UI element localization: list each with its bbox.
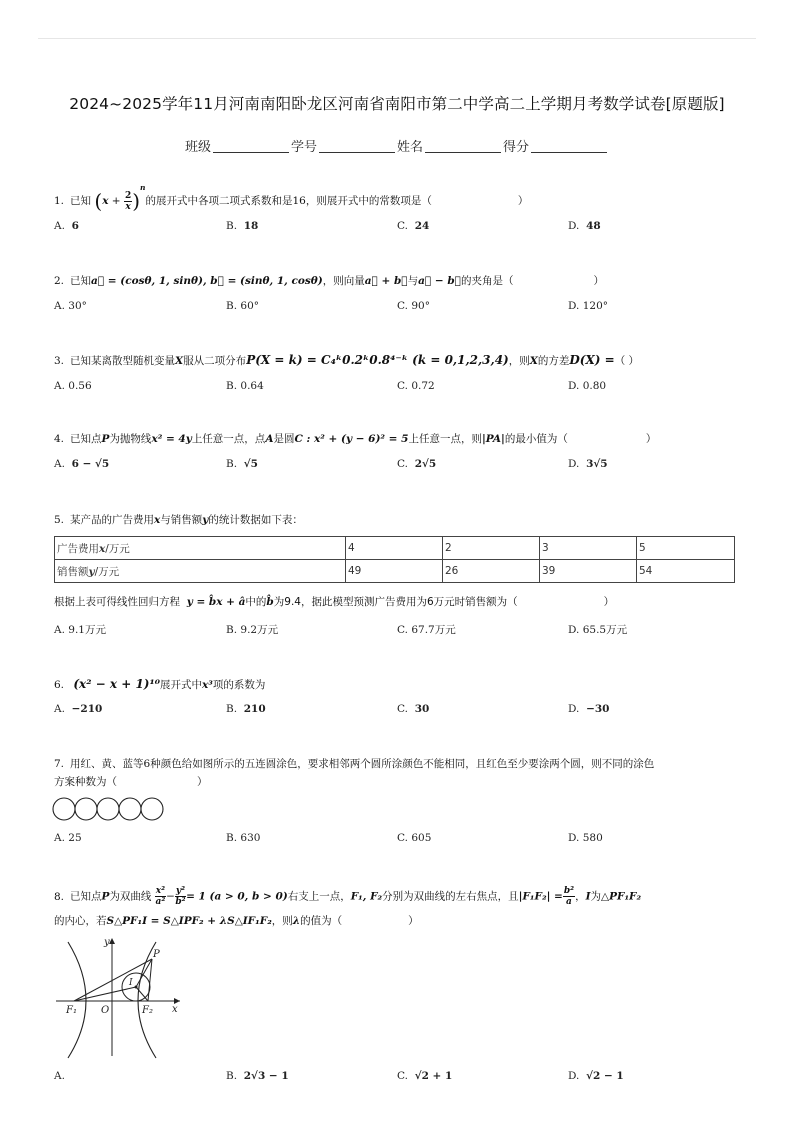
q5-option-a[interactable]: A. 9.1万元 <box>54 624 106 636</box>
name-blank[interactable] <box>425 140 501 153</box>
q4-option-a[interactable]: A. 6 − √5 <box>54 458 110 470</box>
five-circles-figure <box>52 796 164 822</box>
q3-option-a[interactable]: A. 0.56 <box>54 380 92 392</box>
circle-3 <box>97 798 119 820</box>
q7-option-a[interactable]: A. 25 <box>54 832 82 844</box>
math-var: x <box>102 195 109 207</box>
exponent: n <box>140 183 146 192</box>
question-5: 5. 某产品的广告费用x与销售额y的统计数据如下表： <box>54 514 303 526</box>
class-label: 班级 <box>184 140 211 155</box>
page-title: 2024~2025学年11月河南南阳卧龙区河南省南阳市第二中学高二上学期月考数学试卷[原题版] <box>69 95 725 113</box>
line-f1i <box>74 987 136 1001</box>
fraction: $\frac{\text{y²}}{\text{b²}}$ <box>175 886 186 907</box>
question-3: 3. 已知某离散型随机变量X服从二项分布P(X = k) = C₄ᵏ0.2ᵏ0.8⁴⁻ᵏ (k = 0,1,2,3,4)，则X的方差D(X) =（ ） <box>54 353 640 367</box>
q6-option-c[interactable]: C. 30 <box>397 703 430 715</box>
q5-option-d[interactable]: D. 65.5万元 <box>568 624 628 636</box>
question-1: 1. 已知 (x + $\frac{2}{x}$ )$^n$的展开式中各项二项式系数和是16，则展开式中的常数项是（ ） <box>54 183 529 213</box>
label-f1: F₁ <box>66 1005 77 1016</box>
circle-4 <box>119 798 141 820</box>
label-o: O <box>101 1005 110 1016</box>
q5-option-c[interactable]: C. 67.7万元 <box>397 624 456 636</box>
table-cell: 3 <box>540 537 637 560</box>
row-label: 广告费用x/万元 <box>55 537 346 560</box>
table-cell: 2 <box>443 537 540 560</box>
q3-option-d[interactable]: D. 0.80 <box>568 380 607 392</box>
score-label: 得分 <box>503 140 530 155</box>
q3-option-b[interactable]: B. 0.64 <box>226 380 264 392</box>
data-table <box>54 536 735 583</box>
math-op: + <box>111 195 121 207</box>
question-7-line2: 方案种数为（ ） <box>54 776 208 788</box>
incenter-dot <box>135 986 138 989</box>
q4-option-c[interactable]: C. 2√5 <box>397 458 437 470</box>
q7-option-c[interactable]: C. 605 <box>397 832 432 844</box>
class-blank[interactable] <box>213 140 289 153</box>
score-blank[interactable] <box>531 140 607 153</box>
table-row <box>55 537 735 560</box>
q6-option-b[interactable]: B. 210 <box>226 703 266 715</box>
q2-option-b[interactable]: B. 60° <box>226 300 260 312</box>
hyperbola-figure <box>56 932 186 1060</box>
q6-option-a[interactable]: A. −210 <box>54 703 103 715</box>
q7-option-b[interactable]: B. 630 <box>226 832 261 844</box>
q2-option-d[interactable]: D. 120° <box>568 300 609 312</box>
math-expr: P(X = k) = C₄ᵏ0.2ᵏ0.8⁴⁻ᵏ (k = 0,1,2,3,4) <box>246 353 509 367</box>
q8-option-c[interactable]: C. √2 + 1 <box>397 1070 453 1082</box>
q8-option-d[interactable]: D. √2 − 1 <box>568 1070 624 1082</box>
q1-option-c[interactable]: C. 24 <box>397 220 430 232</box>
table-cell: 26 <box>443 560 540 583</box>
question-5-line2: 根据上表可得线性回归方程 y = b̂x + â中的b̂为9.4，据此模型预测广告费用为6万元时销售额为（ ） <box>54 596 615 608</box>
label-f2: F₂ <box>142 1005 153 1016</box>
label-i: I <box>129 978 133 988</box>
circle-1 <box>53 798 75 820</box>
question-8: 8. 已知点P为双曲线 $\frac{\text{x²}}{\text{a²}}$ − $\frac{\text{y²}}{\text{b²}}$ = 1 (a > 0, b > 0)右支上一点，F₁, F₂分别为双曲线的左右焦点，且|F₁F₂| = $\frac{\text{b²}}{a}$ ，I为△PF₁F₂ <box>54 886 642 907</box>
fraction: $\frac{\text{x²}}{\text{a²}}$ <box>155 886 166 907</box>
q8-option-a[interactable]: A. <box>54 1070 65 1082</box>
question-4: 4. 已知点P为抛物线x² = 4y上任意一点，点A是圆C : x² + (y − 6)² = 5上任意一点，则|PA|的最小值为（ ） <box>54 433 657 445</box>
label-y: y <box>104 937 110 948</box>
math-expr: a⃗ = (cosθ, 1, sinθ) <box>91 275 203 287</box>
question-text: 已知 <box>70 195 92 207</box>
q4-option-b[interactable]: B. √5 <box>226 458 258 470</box>
name-label: 姓名 <box>397 140 424 155</box>
top-rule <box>38 38 756 39</box>
table-cell: 54 <box>637 560 735 583</box>
fraction: $\frac{\text{b²}}{a}$ <box>563 886 575 907</box>
question-text: 的展开式中各项二项式系数和是16，则展开式中的常数项是（ <box>145 195 432 207</box>
table-cell: 5 <box>637 537 735 560</box>
q3-option-c[interactable]: C. 0.72 <box>397 380 435 392</box>
q5-option-b[interactable]: B. 9.2万元 <box>226 624 279 636</box>
id-label: 学号 <box>290 140 317 155</box>
y-axis-arrow <box>109 938 115 944</box>
math-expr: , b⃗ = (sinθ, 1, cosθ) <box>202 275 323 287</box>
table-row <box>55 560 735 583</box>
label-x: x <box>172 1004 178 1015</box>
table-cell: 4 <box>346 537 443 560</box>
question-7: 7. 用红、黄、蓝等6种颜色给如图所示的五连圆涂色，要求相邻两个圆所涂颜色不能相同，且红色至少要涂两个圆，则不同的涂色 <box>54 758 655 770</box>
question-8-line2: 的内心，若S△PF₁I = S△IPF₂ + λS△IF₁F₂，则λ的值为（ ） <box>54 915 419 927</box>
q7-option-d[interactable]: D. 580 <box>568 832 603 844</box>
row-label: 销售额y/万元 <box>55 560 346 583</box>
student-info-line <box>0 136 794 155</box>
q2-option-a[interactable]: A. 30° <box>54 300 87 312</box>
question-6: 6. (x² − x + 1)¹⁰展开式中x³项的系数为 <box>54 677 266 691</box>
circle-5 <box>141 798 163 820</box>
label-p: P <box>153 949 160 960</box>
q6-option-d[interactable]: D. −30 <box>568 703 610 715</box>
table-cell: 49 <box>346 560 443 583</box>
q8-option-b[interactable]: B. 2√3 − 1 <box>226 1070 289 1082</box>
q1-option-a[interactable]: A. 6 <box>54 220 79 232</box>
q2-option-c[interactable]: C. 90° <box>397 300 430 312</box>
q4-option-d[interactable]: D. 3√5 <box>568 458 608 470</box>
table-cell: 39 <box>540 560 637 583</box>
question-2: 2. 已知a⃗ = (cosθ, 1, sinθ), b⃗ = (sinθ, 1, cosθ)，则向量a⃗ + b⃗与a⃗ − b⃗的夹角是（ ） <box>54 275 604 287</box>
circle-2 <box>75 798 97 820</box>
fraction: $\frac{2}{x}$ <box>124 190 132 212</box>
q1-option-b[interactable]: B. 18 <box>226 220 259 232</box>
id-blank[interactable] <box>319 140 395 153</box>
q1-option-d[interactable]: D. 48 <box>568 220 601 232</box>
question-number: 1. <box>54 195 65 207</box>
